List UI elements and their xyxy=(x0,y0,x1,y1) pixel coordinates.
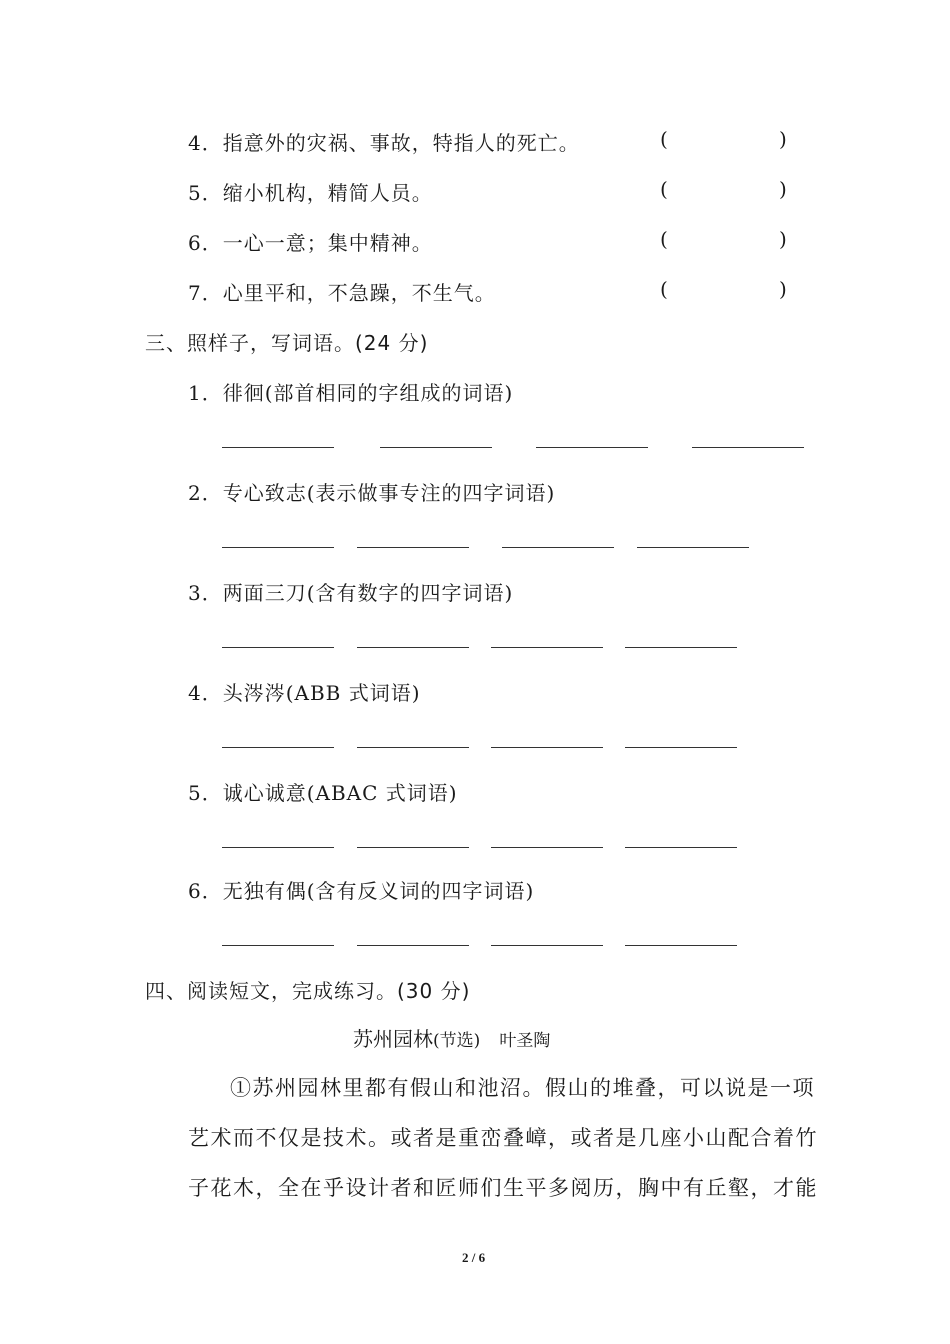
answer-blank[interactable] xyxy=(222,447,334,448)
answer-blank[interactable] xyxy=(625,945,737,946)
passage-title-block xyxy=(353,1023,550,1052)
answer-blank[interactable] xyxy=(357,647,469,648)
answer-paren-open[interactable]: ( xyxy=(660,127,668,151)
answer-blank[interactable] xyxy=(357,547,469,548)
passage-title-note: (节选) xyxy=(433,1031,481,1051)
answer-paren-open[interactable]: ( xyxy=(660,177,668,201)
answer-paren-open[interactable]: ( xyxy=(660,227,668,251)
answer-paren-close: ) xyxy=(779,277,787,301)
answer-blank[interactable] xyxy=(222,945,334,946)
passage-author: 叶圣陶 xyxy=(499,1031,551,1051)
answer-blank[interactable] xyxy=(692,447,804,448)
answer-blank[interactable] xyxy=(357,945,469,946)
passage-line: ①苏州园林里都有假山和池沼。假山的堆叠，可以说是一项 xyxy=(230,1076,815,1100)
passage-line: 子花木，全在乎设计者和匠师们生平多阅历，胸中有丘壑，才能 xyxy=(188,1176,818,1200)
answer-paren-open[interactable]: ( xyxy=(660,277,668,301)
definition-item: 5．缩小机构，精简人员。 xyxy=(188,181,433,205)
exercise-item: 4．头涔涔(ABB 式词语) xyxy=(188,681,421,705)
answer-blank[interactable] xyxy=(222,847,334,848)
definition-item: 6．一心一意；集中精神。 xyxy=(188,231,433,255)
answer-blank[interactable] xyxy=(357,847,469,848)
exercise-item: 1．徘徊(部首相同的字组成的词语) xyxy=(188,381,514,405)
passage-line: 艺术而不仅是技术。或者是重峦叠嶂，或者是几座小山配合着竹 xyxy=(188,1126,818,1150)
answer-blank[interactable] xyxy=(625,647,737,648)
answer-blank[interactable] xyxy=(222,747,334,748)
page-number: 2 / 6 xyxy=(462,1250,486,1265)
answer-blank[interactable] xyxy=(222,647,334,648)
exercise-item: 3．两面三刀(含有数字的四字词语) xyxy=(188,581,514,605)
definition-item: 4．指意外的灾祸、事故，特指人的死亡。 xyxy=(188,131,580,155)
answer-blank[interactable] xyxy=(357,747,469,748)
answer-blank[interactable] xyxy=(625,747,737,748)
answer-blank[interactable] xyxy=(637,547,749,548)
answer-blank[interactable] xyxy=(625,847,737,848)
answer-blank[interactable] xyxy=(491,847,603,848)
answer-blank[interactable] xyxy=(491,747,603,748)
passage-title: 苏州园林 xyxy=(353,1027,433,1051)
section-3-heading: 三、照样子，写词语。(24 分) xyxy=(145,331,429,355)
answer-paren-close: ) xyxy=(779,127,787,151)
section-4-heading: 四、阅读短文，完成练习。(30 分) xyxy=(145,979,471,1003)
answer-blank[interactable] xyxy=(491,647,603,648)
exercise-item: 2．专心致志(表示做事专注的四字词语) xyxy=(188,481,556,505)
answer-paren-close: ) xyxy=(779,177,787,201)
exercise-item: 5．诚心诚意(ABAC 式词语) xyxy=(188,781,458,805)
definition-item: 7．心里平和，不急躁，不生气。 xyxy=(188,281,496,305)
exercise-item: 6．无独有偶(含有反义词的四字词语) xyxy=(188,879,535,903)
answer-blank[interactable] xyxy=(502,547,614,548)
answer-paren-close: ) xyxy=(779,227,787,251)
answer-blank[interactable] xyxy=(222,547,334,548)
answer-blank[interactable] xyxy=(536,447,648,448)
answer-blank[interactable] xyxy=(380,447,492,448)
answer-blank[interactable] xyxy=(491,945,603,946)
